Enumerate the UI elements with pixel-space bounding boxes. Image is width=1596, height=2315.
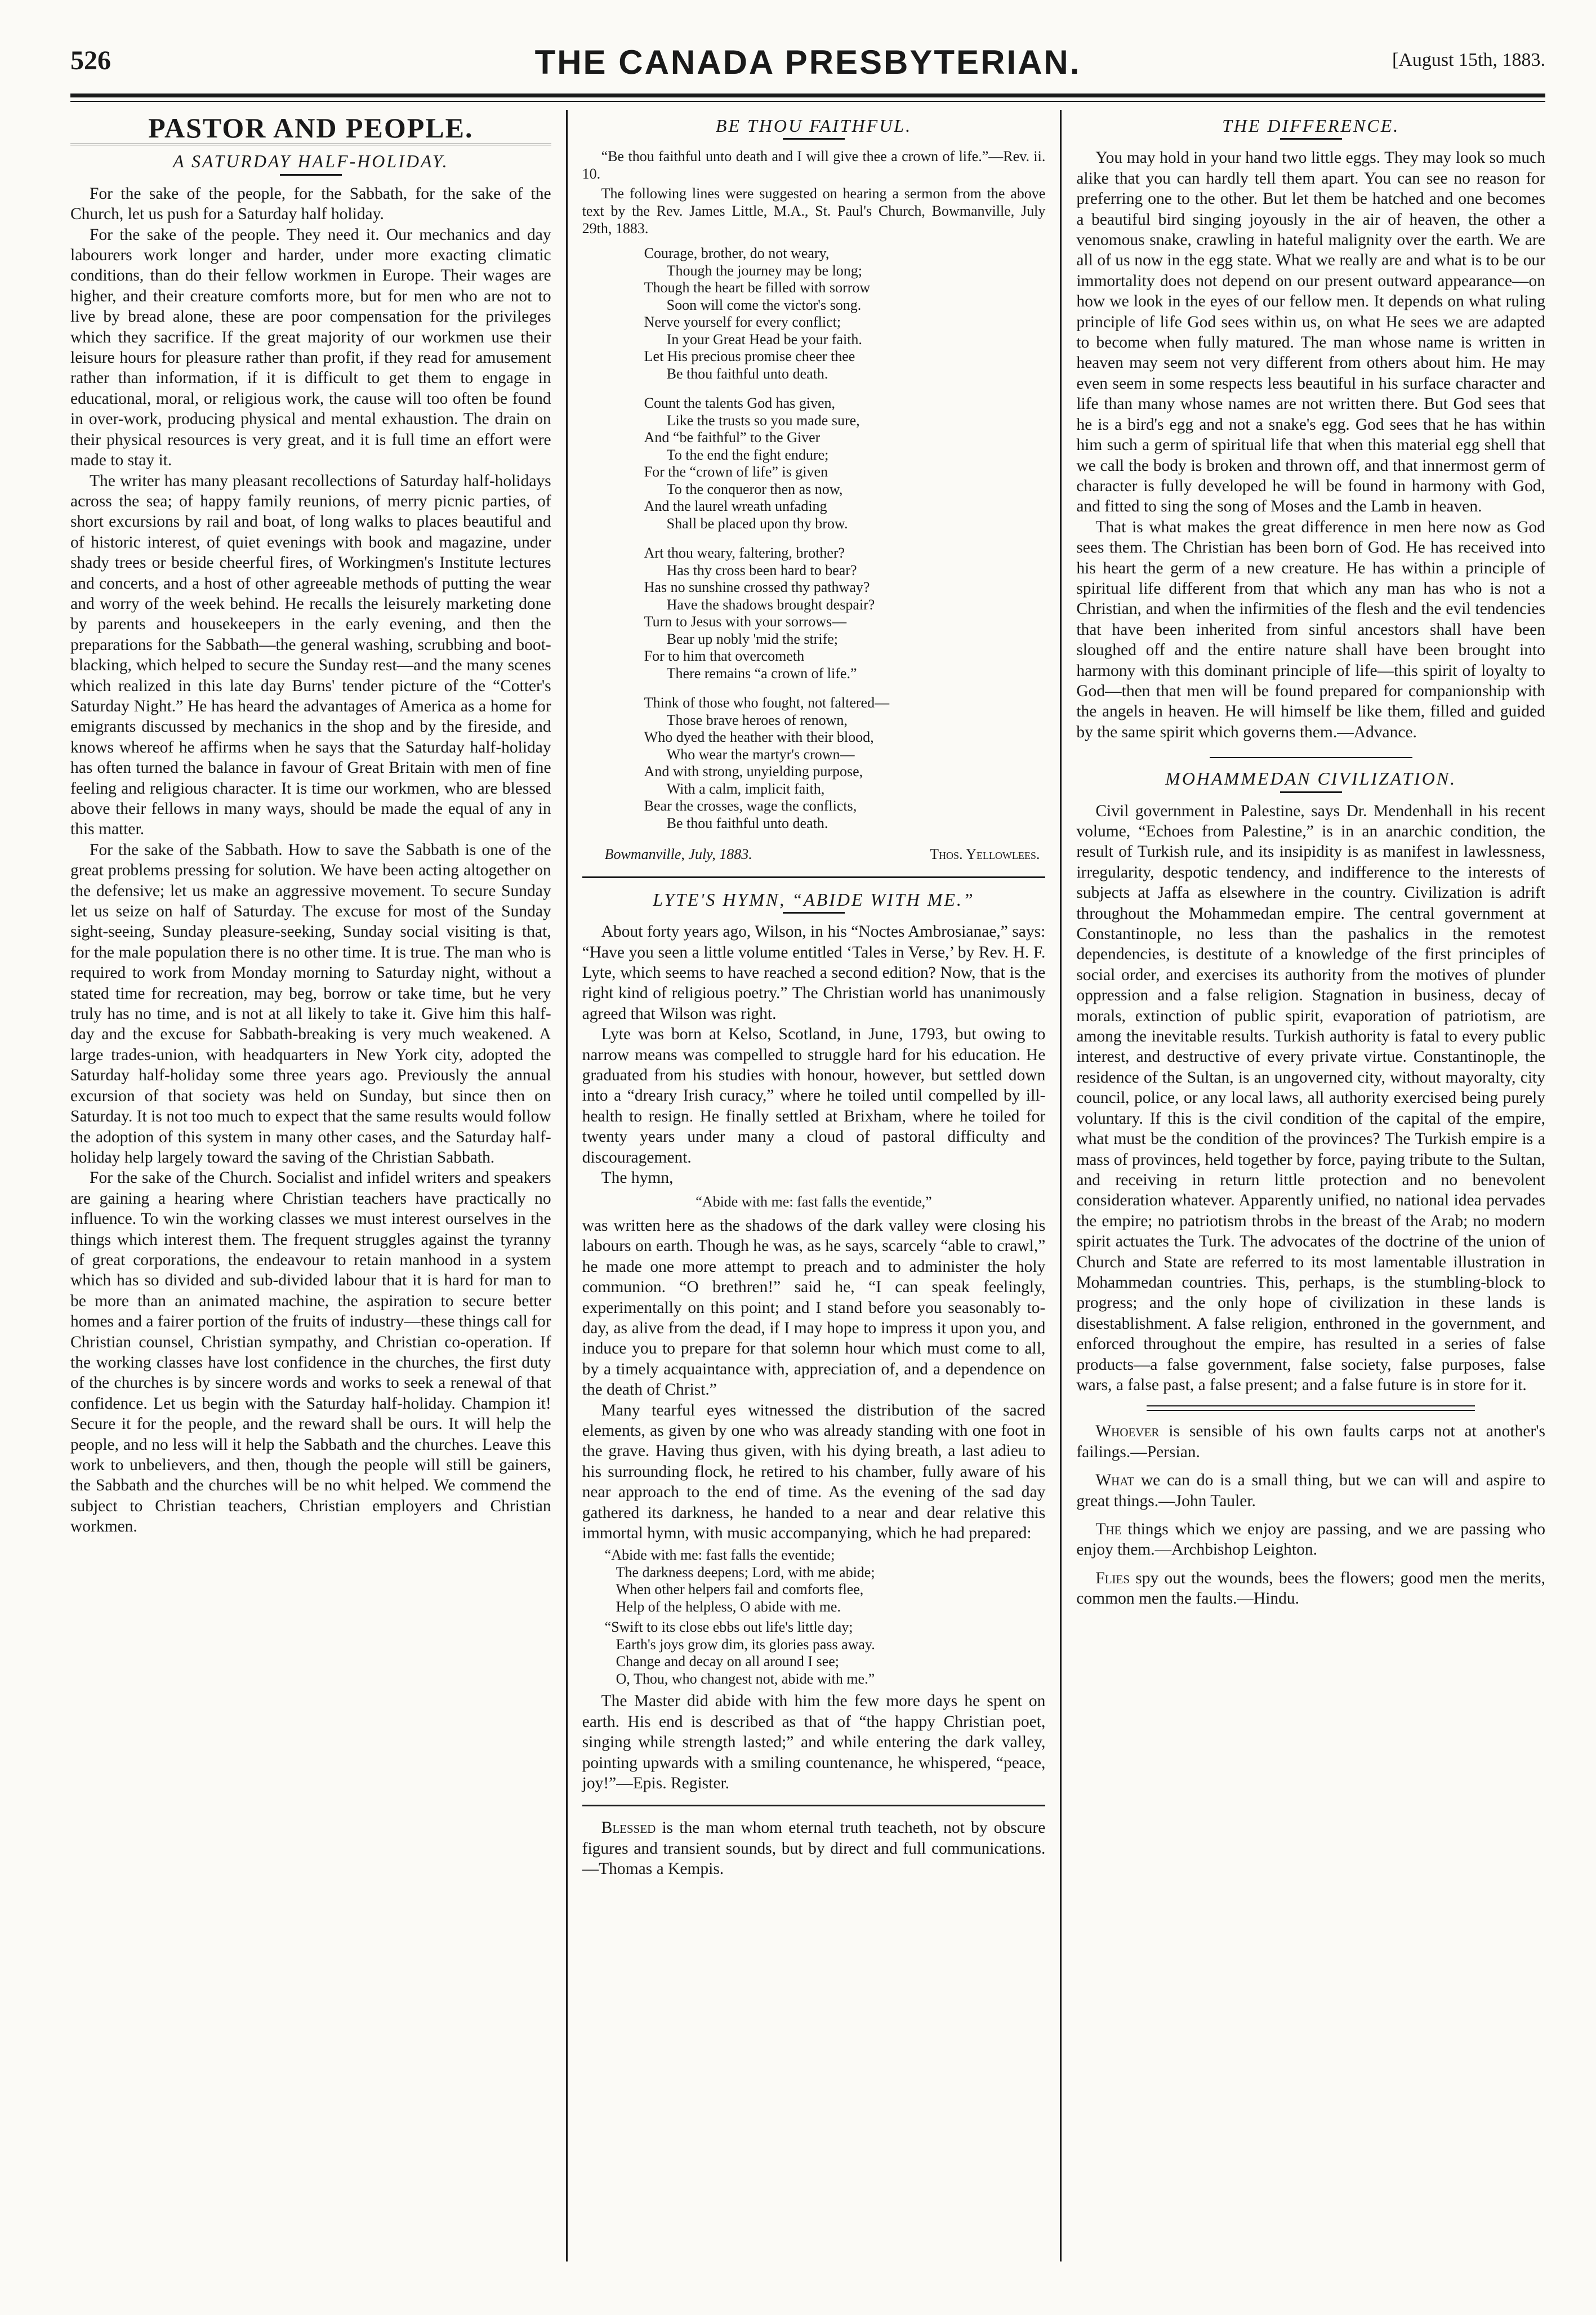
poem-line: And the laurel wreath unfading: [644, 498, 827, 515]
mohammedan-article-title: MOHAMMEDAN CIVILIZATION.: [1165, 768, 1457, 789]
hymn-verse-line: “Abide with me: fast falls the eventide;: [604, 1547, 835, 1564]
maxim-text: we can do is a small thing, but we can will and aspire to great things.—John Tauler.: [1076, 1471, 1545, 1510]
poem-line: Bear up nobly 'mid the strife;: [666, 630, 839, 647]
poem-line: Those brave heroes of renown,: [666, 711, 848, 728]
maxim-text: is sensible of his own faults carps not at another's failings.—Persian.: [1076, 1422, 1545, 1461]
poem-line: Be thou faithful unto death.: [666, 814, 828, 831]
page-header: [70, 39, 1545, 84]
article-paragraph: For the sake of the Sabbath. How to save the Sabbath is one of the great problems pressing for solution. We have been acting altogether on the defensive; let us make an aggressive movement. To secure Sunday let us seize on half of Saturday. The excuse for most of the Sunday sight-seeing, Sunday pleasure-seeking, Sunday social visiting is that, for the male population there is no other time. It is true. The man who is required to work from Monday morning to Saturday night, without a stated time for recreation, may beg, borrow or take time, but he very truly has no time, and is not at all likely to take it. Give him this half-day and the excuse for Sabbath-breaking is very much weakened. A large trades-union, with headquarters in New York city, adopted the Saturday half-holiday some three years ago. Previously the annual excursion of that society was held on Sunday, but since then on Saturday. It is not too much to expect that the same results would follow the adoption of this system in many other cases, and the Saturday half-holiday help largely toward the saving of the Christian Sabbath.: [70, 840, 551, 1167]
title-rule: [783, 138, 845, 140]
maxim: [1076, 1421, 1545, 1462]
poem-title: BE THOU FAITHFUL.: [715, 115, 912, 136]
poem-stanza: [644, 395, 1046, 532]
poem-body: [644, 245, 1046, 832]
quotation-lead: Blessed: [601, 1819, 656, 1837]
poem-line: Has thy cross been hard to bear?: [666, 562, 857, 578]
difference-article-title: THE DIFFERENCE.: [1222, 115, 1400, 136]
masthead-title: THE CANADA PRESBYTERIAN.: [534, 43, 1081, 81]
poem-stanza: [644, 694, 1046, 832]
poem-stanza: [644, 245, 1046, 382]
poem-line: Count the talents God has given,: [644, 395, 836, 412]
poem-line: Like the trusts so you made sure,: [666, 412, 860, 429]
columns: [70, 110, 1545, 2261]
poem-line: Has no sunshine crossed thy pathway?: [644, 579, 870, 596]
poem-line: There remains “a crown of life.”: [666, 665, 857, 682]
poem-line: And with strong, unyielding purpose,: [644, 763, 863, 780]
poem-line: For to him that overcometh: [644, 648, 805, 665]
article-paragraph: About forty years ago, Wilson, in his “Noctes Ambrosianae,” says: “Have you seen a little volume entitled ‘Tales in Verse,’ by Rev. H. F. Lyte, which seems to have reached a second edition? Now, that is the right kind of religious poetry.” The Christian world has unanimously agreed that Wilson was right.: [582, 923, 1046, 1023]
section-heading: PASTOR AND PEOPLE.: [70, 110, 551, 145]
maxim-lead: Flies: [1095, 1569, 1130, 1587]
maxim-text: spy out the wounds, bees the flowers; good men the merits, common men the faults.—Hindu.: [1076, 1569, 1545, 1608]
issue-date: [August 15th, 1883.: [1392, 50, 1545, 70]
title-rule: [280, 174, 342, 176]
article-divider: [582, 1805, 1046, 1806]
hymn-verse-line: O, Thou, who changest not, abide with me.”: [616, 1670, 875, 1687]
article-paragraph: Lyte was born at Kelso, Scotland, in June, 1793, but owing to narrow means was compelled to struggle hard for his education. He graduated from his studies with honour, however, but settled down into a “dreary Irish curacy,” where he toiled until compelled by ill-health to resign. He finally settled at Brixham, where he toiled for twenty years under many a cloud of pastoral difficulty and discouragement.: [582, 1025, 1046, 1167]
hymn-verse: [605, 1547, 1046, 1615]
poem-line: Who dyed the heather with their blood,: [644, 729, 874, 746]
column-1: [70, 110, 566, 2261]
article-title: A SATURDAY HALF-HOLIDAY.: [173, 151, 449, 172]
poem-line: Have the shadows brought despair?: [666, 596, 875, 613]
maxim: [1076, 1519, 1545, 1560]
maxim-text: things which we enjoy are passing, and we are passing who enjoy them.—Archbishop Leighton.: [1076, 1520, 1545, 1559]
poem-line: Courage, brother, do not weary,: [644, 245, 830, 262]
article-paragraph: You may hold in your hand two little eggs. They may look so much alike that you can hardly tell them apart. You can see no reason for preferring one to the other. But let them be hatched and one becomes a beautiful bird singing joyously in the air of heaven, the other a venomous snake, crawling in hateful malignity over the earth. We are all of us now in the egg state. What we really are and what is to be our immortality does not depend on our present outward appearance—on how we look in the eyes of our fellow men. It depends on what ruling principle of life God sees within us, on what He sees we are adapted to become when fully matured. The man whose name is written in heaven may seem not very different from others about him. He may even seem in some respects less beautiful in his surface character and life than many whose names are not written there. But God sees that he is a bird's egg and not a snake's egg. God sees that he has within him such a germ of spiritual life that when this material egg shell that we call the body is broken and thrown off, and that innermost germ of character is fully developed he will be found in harmony with God, and fitted to sing the song of Moses and the Lamb in heaven.: [1076, 149, 1545, 516]
poem-epigraph: “Be thou faithful unto death and I will give thee a crown of life.”—Rev. ii. 10.: [582, 148, 1046, 182]
poem-signature: Thos. Yellowlees.: [930, 846, 1040, 863]
maxim: [1076, 1470, 1545, 1511]
maxim-lead: The: [1095, 1520, 1122, 1538]
header-rule-thin: [70, 101, 1545, 102]
hymn-verse: [605, 1619, 1046, 1688]
poem-line: Think of those who fought, not faltered—: [644, 694, 890, 711]
article-divider: [1147, 1405, 1475, 1411]
column-3: [1060, 110, 1545, 2261]
hymn-verse-line: Earth's joys grow dim, its glories pass away.: [616, 1636, 875, 1653]
poem-line: To the end the fight endure;: [666, 446, 829, 463]
poem-line: Though the heart be filled with sorrow: [644, 279, 871, 296]
article-paragraph: For the sake of the people. They need it. Our mechanics and day labourers work longer and harder, under more exacting climatic conditions, than do their fellow workmen in Europe. Their wages are higher, and their creature comforts more, but for men who are not to live by bread alone, these are poor compensation for the privileges which they sacrifice. If the great majority of our workmen use their leisure hours for pleasure rather than profit, if they read for amusement rather than information, if it is difficult to get them to engage in educational, moral, or religious work, the cause will too often be found in over-work, producing physical and mental exhaustion. The drain on their physical resources is very great, and it is full time an effort were made to stay it.: [70, 225, 551, 470]
poem-line: To the conqueror then as now,: [666, 480, 843, 497]
article-paragraph: The Master did abide with him the few more days he spent on earth. His end is described as that of “the happy Christian poet, singing while strength lasted;” and while entering the dark valley, pointing upwards with a smiling countenance, he whispered, “peace, joy!”—Epis. Register.: [582, 1692, 1046, 1793]
hymn-article-title: LYTE'S HYMN, “ABIDE WITH ME.”: [653, 889, 975, 910]
maxim-lead: Whoever: [1095, 1422, 1160, 1441]
poem-line: Art thou weary, faltering, brother?: [644, 545, 845, 562]
article-paragraph: was written here as the shadows of the dark valley were closing his labours on earth. Though he was, as he says, scarcely “able to crawl,” he made one more attempt to preach and to administer the holy communion. “O brethren!” said he, “I can speak feelingly, experimentally on this point; and I stand before you seasonably to-day, as alive from the dead, if I may hope to impress it upon you, and induce you to prepare for that solemn hour which must come to all, by a timely acquaintance with, appreciation of, and a dependence on the death of Christ.”: [582, 1216, 1046, 1399]
article-paragraph: The hymn,: [601, 1169, 674, 1187]
article-paragraph: The writer has many pleasant recollections of Saturday half-holidays across the sea; of happy family reunions, of merry picnic parties, of short excursions by rail and boat, of long walks to places beautiful and of historic interest, of quiet evenings with book and magazine, under shady trees or beside cheerful fires, of Workingmen's Institute lectures and concerts, and a host of other agreeable methods of putting the wear and worry of the week behind. He recalls the leisurely marketing done by parents and housekeepers in the early evening, and then the preparations for the Sabbath—the general washing, scrubbing and boot-blacking, which helped to secure the Sunday rest—and the many scenes which realized in this late day Burns' tender picture of the “Cotter's Saturday Night.” He has heard the advantages of America as a home for emigrants discussed by mechanics in the shop and by the fireside, and knows whereof he affirms when he says that the Saturday half-holiday has often turned the balance in favour of Great Britain with men of fine feeling and religious character. It is time our workmen, who are blessed above their fellows in many ways, should be made the equal of any in this matter.: [70, 471, 551, 839]
poem-stanza: [644, 545, 1046, 682]
poem-intro: The following lines were suggested on hearing a sermon from the above text by the Rev. James Little, M.A., St. Paul's Church, Bowmanville, July 29th, 1883.: [582, 185, 1046, 237]
poem-line: In your Great Head be your faith.: [666, 331, 862, 348]
hymn-first-line: “Abide with me: fast falls the eventide,”: [696, 1193, 932, 1210]
title-rule: [783, 912, 845, 914]
hymn-verse-line: Change and decay on all around I see;: [616, 1653, 840, 1670]
title-rule: [1280, 791, 1342, 793]
poem-line: Though the journey may be long;: [666, 262, 862, 279]
header-rule: [70, 94, 1545, 97]
poem-line: Soon will come the victor's song.: [666, 296, 862, 313]
poem-line: Who wear the martyr's crown—: [666, 746, 855, 763]
hymn-verse-line: Help of the helpless, O abide with me.: [616, 1598, 841, 1615]
poem-line: And “be faithful” to the Giver: [644, 429, 821, 446]
poem-line: Be thou faithful unto death.: [666, 365, 828, 382]
poem-line: Let His precious promise cheer thee: [644, 348, 855, 365]
poem-line: For the “crown of life” is given: [644, 464, 828, 480]
quotation-text: is the man whom eternal truth teacheth, not by obscure figures and transient sounds, but by direct and full communications.—Thomas a Kempis.: [582, 1819, 1046, 1878]
article-paragraph: Civil government in Palestine, says Dr. Mendenhall in his recent volume, “Echoes from Palestine,” is in an anarchic condition, the result of Turkish rule, and its insipidity is as manifest in lawlessness, irregularity, despotic tendency, and indifference to the interests of subjects at Jaffa as elsewhere in the country. Civilization is adrift throughout the Mohammedan empire. The central government at Constantinople, no less than the pashalics in the remotest dependencies, is destitute of a knowledge of the first principles of social order, and exercises its authority from the motives of plunder oppression and a false religion. Stagnation in business, decay of morals, extinction of public spirit, evaporation of patriotism, are among the inevitable results. Turkish authority is fatal to every public interest, and destructive of every private virtue. Constantinople, the residence of the Sultan, is an ungoverned city, without mayoralty, city council, police, or any local laws, all authority exercised being purely voluntary. If this is the civil condition of the capital of the empire, what must be the condition of the provinces? The Turkish empire is a mass of provinces, held together by force, paying tribute to the Sultan, and receiving in return little protection and no benevolent consideration whatever. Apparently unified, no national idea pervades the empire; no patriotism throbs in the breast of the Arab; no modern spirit actuates the Turk. The advocates of the doctrine of the union of Church and State are referred to its most lamentable illustration in Mohammedan countries. This, perhaps, is the stumbling-block to progress; and the only hope of civilization in these lands is disestablishment. A false religion, enthroned in the government, and enforced throughout the empire, has resulted in a series of false products—a false government, false society, false purposes, false wars, a false past, a false present; and a false future is in store for it.: [1076, 802, 1545, 1394]
article-paragraph: For the sake of the people, for the Sabbath, for the sake of the Church, let us push for a Saturday half holiday.: [70, 184, 551, 224]
page-number: 526: [70, 46, 111, 75]
quotation-blessed: [582, 1818, 1046, 1879]
poem-line: Nerve yourself for every conflict;: [644, 314, 841, 331]
column-2: [566, 110, 1060, 2261]
article-divider: [1210, 757, 1412, 758]
poem-line: Turn to Jesus with your sorrows—: [644, 613, 847, 630]
hymn-verse-line: When other helpers fail and comforts flee,: [616, 1581, 864, 1598]
title-rule: [1280, 138, 1342, 140]
maxim: [1076, 1568, 1545, 1609]
hymn-verse-line: “Swift to its close ebbs out life's little day;: [604, 1619, 853, 1636]
article-paragraph: For the sake of the Church. Socialist and infidel writers and speakers are gaining a hearing where Christian teachers have practically no influence. To win the working classes we must interest ourselves in the things which interest them. The frequent struggles against the tyranny of great corporations, the endeavour to retain manhood in a system which has so divided and sub-divided labour that it is hard for man to be more than an animated machine, the aspiration to secure better homes and a fairer portion of the fruits of industry—these things call for Christian counsel, Christian sympathy, and Christian co-operation. If the working classes have lost confidence in the churches, the first duty of the churches is by sincere words and works to seek a renewal of that confidence. Let us begin with the Saturday half-holiday. Champion it! Secure it for the people, and the reward shall be ours. It will help the people, and no less will it help the Sabbath and the churches. Leave this work to unbelievers, and then, though the people will still be gainers, the Sabbath and the churches will be no whit helped. We commend the subject to Christian teachers, Christian employers and Christian workmen.: [70, 1169, 551, 1536]
poem-place-date: Bowmanville, July, 1883.: [604, 846, 752, 863]
article-paragraph: That is what makes the great difference in men here now as God sees them. The Christian has been born of God. He has received into his heart the germ of a new creature. He has within a principle of spiritual life different from that which any man has who is not a Christian, and when the infirmities of the flesh and the evil tendencies that have been inherited from sinful ancestors shall have been sloughed off and the entire nature shall have been brought into harmony with this dominant principle of life—this spirit of loyalty to God—then that men will be found prepared for companionship with the angels in heaven. He will himself be like them, filled and guided by the same spirit which governs them.—Advance.: [1076, 518, 1545, 741]
hymn-verse-line: The darkness deepens; Lord, with me abide;: [616, 1564, 875, 1581]
article-divider: [582, 876, 1046, 878]
maxim-lead: What: [1095, 1471, 1135, 1490]
poem-line: Shall be placed upon thy brow.: [666, 515, 848, 532]
poem-signoff: [605, 844, 1040, 865]
article-paragraph: Many tearful eyes witnessed the distribution of the sacred elements, as given by one who was already standing with one foot in the grave. Having thus given, with his dying breath, a last adieu to his surrounding flock, he retired to his chamber, fully aware of his near approach to the end of time. As the evening of the sad day gathered its darkness, he handed to a near and dear relative this immortal hymn, with music accompanying, which he had prepared:: [582, 1401, 1046, 1542]
poem-line: Bear the crosses, wage the conflicts,: [644, 798, 857, 814]
poem-line: With a calm, implicit faith,: [666, 780, 825, 797]
